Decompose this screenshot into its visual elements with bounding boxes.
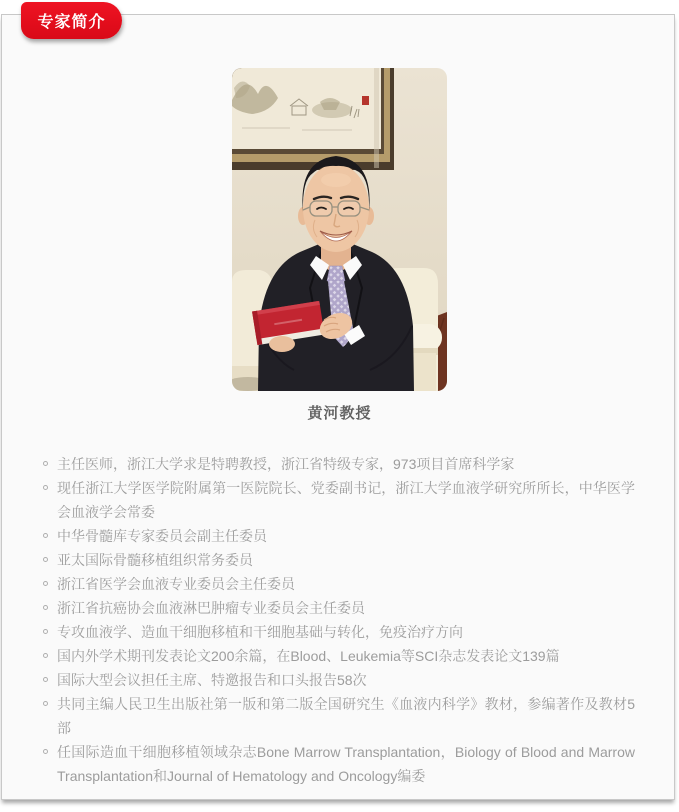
ink-painting xyxy=(232,68,394,170)
profile-list-item xyxy=(43,548,635,572)
bullet-icon xyxy=(43,461,48,466)
ribbon-label: 专家简介 xyxy=(37,14,106,31)
photo-caption: 黄河教授 xyxy=(307,405,372,422)
profile-list-item xyxy=(43,452,635,476)
profile-list-item xyxy=(43,668,635,692)
bullet-icon xyxy=(43,557,48,562)
profile-item-text: 浙江省抗癌协会血液淋巴肿瘤专业委员会主任委员 xyxy=(57,600,365,616)
profile-item-text: 共同主编人民卫生出版社第一版和第二版全国研究生《血液内科学》教材，参编著作及教材5部 xyxy=(57,696,635,736)
portrait-photo xyxy=(232,68,447,391)
profile-list-item xyxy=(43,644,635,668)
bullet-icon xyxy=(43,653,48,658)
profile-list-item xyxy=(43,476,635,524)
bullet-icon xyxy=(43,605,48,610)
profile-item-text: 中华骨髓库专家委员会副主任委员 xyxy=(57,528,267,544)
profile-list-item xyxy=(43,596,635,620)
profile-item-text: 浙江省医学会血液专业委员会主任委员 xyxy=(57,576,295,592)
profile-item-text: 亚太国际骨髓移植组织常务委员 xyxy=(57,552,253,568)
bullet-icon xyxy=(43,701,48,706)
profile-item-text: 国内外学术期刊发表论文200余篇，在Blood、Leukemia等SCI杂志发表论文139篇 xyxy=(57,648,560,664)
profile-list-item xyxy=(43,692,635,740)
profile-list-item xyxy=(43,524,635,548)
profile-item-text: 主任医师，浙江大学求是特聘教授，浙江省特级专家，973项目首席科学家 xyxy=(57,456,515,472)
profile-item-text: 任国际造血干细胞移植领域杂志Bone Marrow Transplantation，Biology of Blood and Marrow Transplantation和Journal of Hematology and Oncology编委 xyxy=(57,744,635,784)
profile-list-item xyxy=(43,740,635,788)
profile-list xyxy=(43,452,635,788)
profile-list-item xyxy=(43,572,635,596)
bullet-icon xyxy=(43,581,48,586)
bullet-icon xyxy=(43,677,48,682)
seal-stamp xyxy=(362,96,369,105)
bullet-icon xyxy=(43,749,48,754)
profile-item-text: 现任浙江大学医学院附属第一医院院长、党委副书记，浙江大学血液学研究所所长，中华医学会血液学会常委 xyxy=(57,480,635,520)
bullet-icon xyxy=(43,485,48,490)
portrait-illustration xyxy=(232,68,447,391)
bullet-icon xyxy=(43,629,48,634)
expert-intro-ribbon xyxy=(21,2,122,39)
profile-list-item xyxy=(43,620,635,644)
profile-item-text: 国际大型会议担任主席、特邀报告和口头报告58次 xyxy=(57,672,367,688)
bullet-icon xyxy=(43,533,48,538)
profile-item-text: 专攻血液学、造血干细胞移植和干细胞基础与转化，免疫治疗方向 xyxy=(57,624,463,640)
